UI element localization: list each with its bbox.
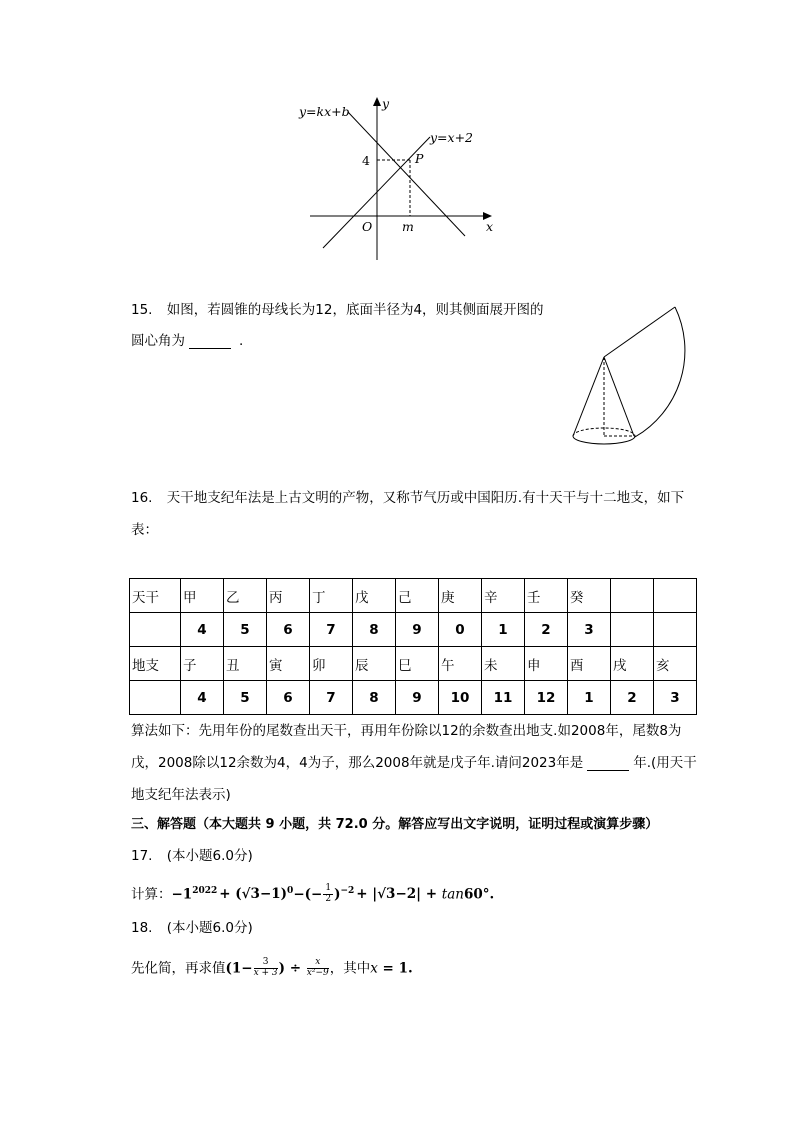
tiangan-num: 6 [267,613,310,647]
tiangan-num: 2 [525,613,568,647]
q17-prefix: 计算： [131,886,172,903]
y-axis-arrow [373,97,381,106]
label-y: y [382,96,390,111]
q17-term-c-close: ) [334,886,341,903]
dizhi-num: 5 [224,681,267,715]
sector-radius [604,307,675,357]
q18-fraction-1 [254,958,278,979]
tiangan-header: 天干 [130,579,181,613]
tiangan-num: 3 [568,613,611,647]
q17-term-d: + |√3−2| + [356,886,442,903]
section-3-heading: 三、解答题（本大题共 9 小题，共 72.0 分。解答应写出文字说明，证明过程或演算步骤） [131,817,659,832]
q16-number: 16. [131,490,153,506]
dizhi-cell: 戌 [611,647,654,681]
tiangan-num: 9 [396,613,439,647]
dizhi-cell: 亥 [654,647,697,681]
table-row [130,579,697,613]
empty-cell [654,613,697,647]
q17-frac-den: 2 [325,893,332,904]
tiangan-cell: 甲 [181,579,224,613]
tiangan-cell: 庚 [439,579,482,613]
dizhi-cell: 酉 [568,647,611,681]
cone-left-side [573,357,604,436]
q16-algo-line2-end: 年.(用天干 [633,755,697,771]
q18-expression [131,958,413,979]
q17-term-b: + (√3−1) [219,886,288,903]
tiangan-cell: 己 [396,579,439,613]
dizhi-num: 3 [654,681,697,715]
q17-term-c: −(− [293,886,323,903]
linear-functions-graph [290,90,510,270]
dizhi-cell: 未 [482,647,525,681]
q18-prefix: 先化简，再求值 [131,960,226,977]
tiangan-cell: 癸 [568,579,611,613]
dizhi-num: 6 [267,681,310,715]
table-row [130,613,697,647]
lateral-sector-arc [635,307,685,437]
q15-period: . [239,333,244,349]
q18-f1-num: 3 [254,958,278,969]
q17-score: (本小题6.0分) [166,848,253,864]
dizhi-cell: 子 [181,647,224,681]
q16-algo-line1: 算法如下：先用年份的尾数查出天干，再用年份除以12的余数查出地支.如2008年，尾数8为 [131,723,682,739]
q18-number: 18. [131,920,153,936]
tiangan-num: 8 [353,613,396,647]
q17-term-a: −1 [171,886,193,903]
cone-right-side [604,357,634,436]
dizhi-cell: 卯 [310,647,353,681]
q18-f1-den: x + 3 [253,967,278,978]
empty-cell [611,579,654,613]
dizhi-cell: 辰 [353,647,396,681]
label-p: P [415,151,424,166]
label-4: 4 [362,153,370,168]
label-x: x [486,219,494,234]
dizhi-cell: 巳 [396,647,439,681]
q17-expression [131,884,494,905]
q17-exp-b: 0 [287,885,294,896]
q18-close-div: ) ÷ [278,960,306,977]
q18-open: (1− [225,960,253,977]
q17-number: 17. [131,848,153,864]
q18-f2-den: x²−9 [306,967,329,978]
empty-cell [130,681,181,715]
q16-line1: 天干地支纪年法是上古文明的产物，又称节气历或中国阳历.有十天干与十二地支，如下 [166,490,685,506]
cone-base-front [573,436,635,444]
dizhi-cell: 申 [525,647,568,681]
dizhi-num: 1 [568,681,611,715]
dizhi-num: 11 [482,681,525,715]
q15-blank [189,336,231,349]
q16-blank [587,758,629,771]
tiangan-num: 5 [224,613,267,647]
label-origin: O [362,219,373,234]
label-kx-b: y=kx+b [299,104,350,119]
table-row [130,681,697,715]
q17-tan: tan [441,886,464,903]
tiangan-num: 7 [310,613,353,647]
q17-exp-c: −2 [340,885,355,896]
empty-cell [611,613,654,647]
ganzhi-table [129,578,697,715]
q15-line1: 如图，若圆锥的母线长为12，底面半径为4，则其侧面展开图的 [166,302,544,318]
q15-line2: 圆心角为 [131,333,185,349]
q16-line2: 表： [131,522,158,538]
dizhi-num: 10 [439,681,482,715]
q18-var: x [370,960,378,977]
q17-fraction [323,884,333,905]
cone-net-figure [560,295,700,460]
dizhi-cell: 午 [439,647,482,681]
dizhi-num: 4 [181,681,224,715]
label-x-plus-2: y=x+2 [430,130,474,145]
q18-suffix2: = 1. [377,960,413,977]
q15-number: 15. [131,302,153,318]
empty-cell [654,579,697,613]
label-m: m [402,219,414,234]
tiangan-num: 0 [439,613,482,647]
dizhi-header: 地支 [130,647,181,681]
dizhi-num: 7 [310,681,353,715]
tiangan-cell: 丁 [310,579,353,613]
tiangan-num: 1 [482,613,525,647]
dizhi-num: 12 [525,681,568,715]
q17-exp-a: 2022 [192,885,218,896]
q18-f2-num: x [307,958,329,969]
dizhi-num: 9 [396,681,439,715]
q18-suffix1: ，其中 [329,960,371,977]
dizhi-cell: 丑 [224,647,267,681]
q18-fraction-2 [307,958,329,979]
q16-algo-line3: 地支纪年法表示) [131,787,231,803]
tiangan-num: 4 [181,613,224,647]
empty-cell [130,613,181,647]
table-row [130,647,697,681]
q17-frac-num: 1 [325,883,332,893]
dizhi-cell: 寅 [267,647,310,681]
tiangan-cell: 丙 [267,579,310,613]
dizhi-num: 2 [611,681,654,715]
q18-score: (本小题6.0分) [166,920,253,936]
tiangan-cell: 乙 [224,579,267,613]
tiangan-cell: 辛 [482,579,525,613]
tiangan-cell: 壬 [525,579,568,613]
q17-term-e: 60°. [463,886,495,903]
dizhi-num: 8 [353,681,396,715]
tiangan-cell: 戊 [353,579,396,613]
q16-algo-line2: 戊，2008除以12余数为4，4为子，那么2008年就是戊子年.请问2023年是 [131,755,584,771]
